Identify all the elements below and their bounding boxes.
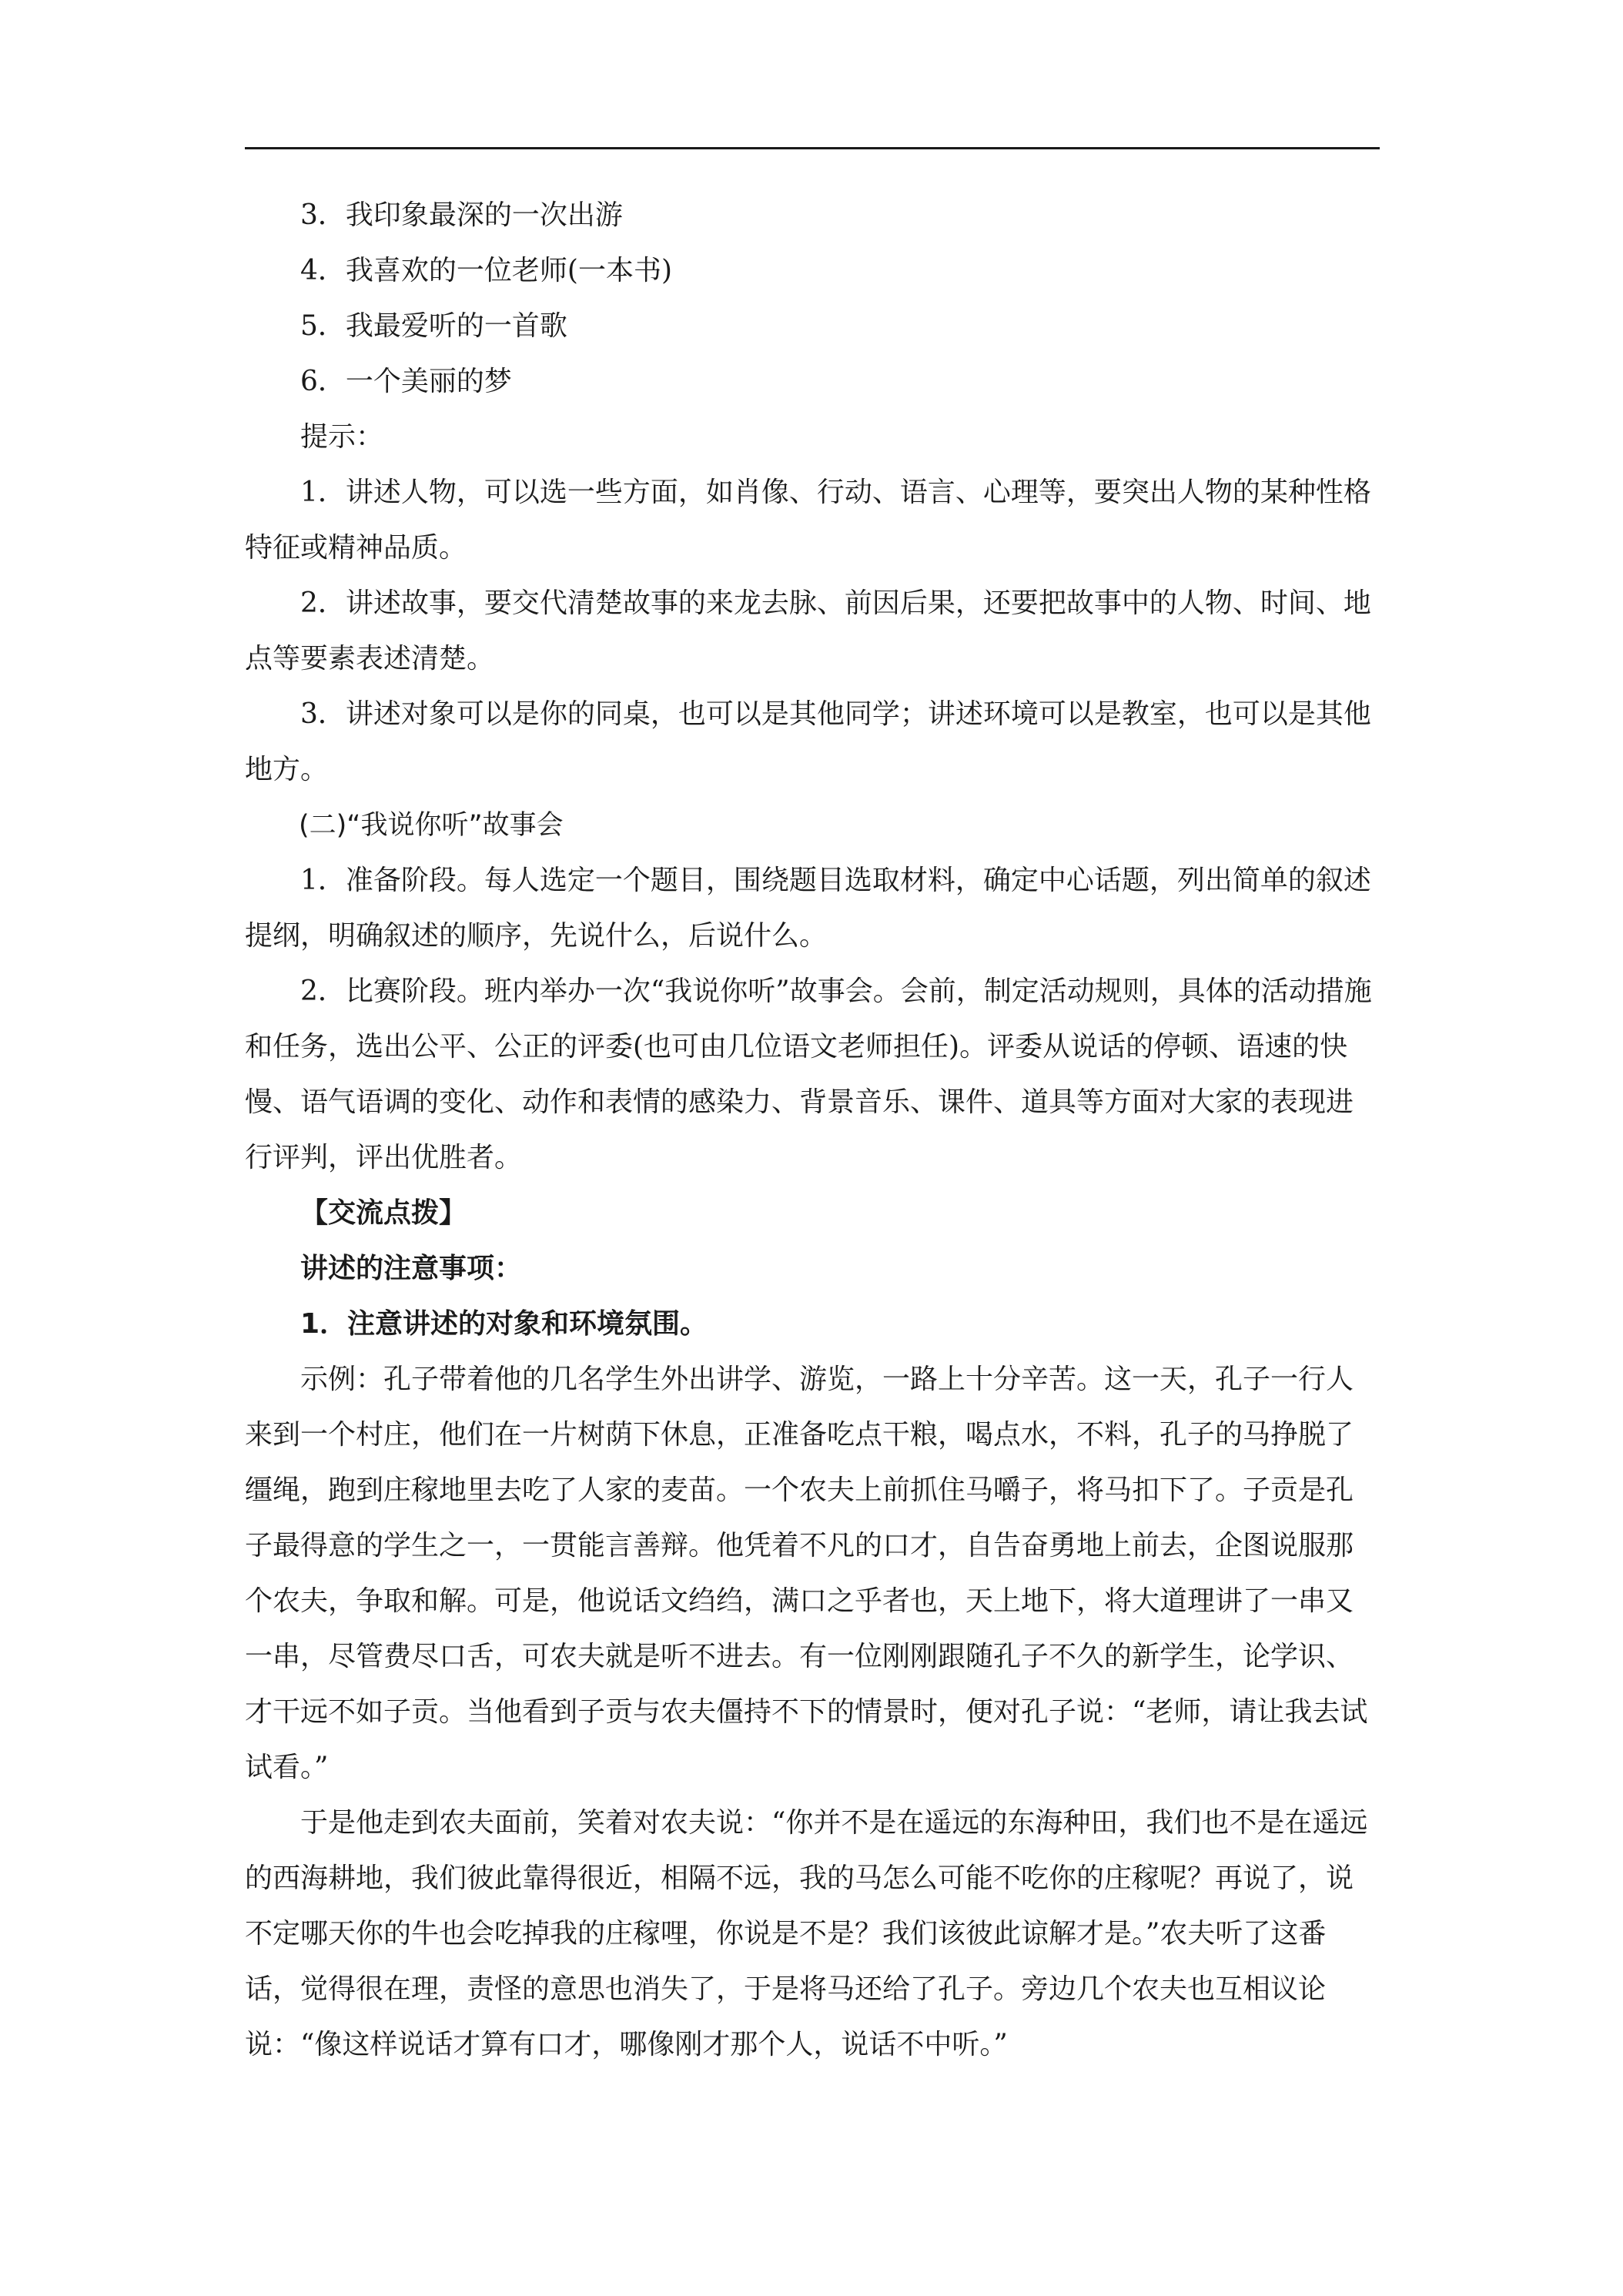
exchange-heading: 【交流点拨】 (300, 1197, 467, 1229)
tip-item: 3．讲述对象可以是你的同桌，也可以是其他同学；讲述环境可以是教室，也可以是其他地方。 (245, 698, 1371, 785)
tips-heading: 提示： (300, 421, 384, 453)
section-heading: (二)“我说你听”故事会 (299, 810, 564, 841)
tip-item: 1．讲述人物，可以选一些方面，如肖像、行动、语言、心理等，要突出人物的某种性格特征或精神品质。 (245, 477, 1371, 564)
topic-item: 6．一个美丽的梦 (300, 366, 512, 397)
example-paragraph: 示例：孔子带着他的几名学生外出讲学、游览，一路上十分辛苦。这一天，孔子一行人来到一个村庄，他们在一片树荫下休息，正准备吃点干粮，喝点水，不料，孔子的马挣脱了缰绳，跑到庄稼地里去吃了人家的麦苗。一个农夫上前抓住马嚼子，将马扣下了。子贡是孔子最得意的学生之一，一贯能言善辩。他凭着不凡的口才，自告奋勇地上前去，企图说服那个农夫，争取和解。可是，他说话文绉绉，满口之乎者也，天上地下，将大道理讲了一串又一串，尽管费尽口舌，可农夫就是听不进去。有一位刚刚跟随孔子不久的新学生，论学识、才干远不如子贡。当他看到子贡与农夫僵持不下的情景时，便对孔子说：“老师，请让我去试试看。” (245, 1364, 1368, 1783)
section-item: 2．比赛阶段。班内举办一次“我说你听”故事会。会前，制定活动规则，具体的活动措施和任务，选出公平、公正的评委(也可由几位语文老师担任)。评委从说话的停顿、语速的快慢、语气语调的变化、动作和表情的感染力、背景音乐、课件、道具等方面对大家的表现进行评判，评出优胜者。 (245, 976, 1372, 1173)
section-item: 1．准备阶段。每人选定一个题目，围绕题目选取材料，确定中心话题，列出简单的叙述提纲，明确叙述的顺序，先说什么，后说什么。 (245, 865, 1371, 952)
tip-item: 2．讲述故事，要交代清楚故事的来龙去脉、前因后果，还要把故事中的人物、时间、地点等要素表述清楚。 (245, 587, 1371, 674)
exchange-point: 1．注意讲述的对象和环境氛围。 (300, 1308, 708, 1340)
header-rule (245, 147, 1380, 149)
document-body (245, 188, 1380, 2073)
exchange-subheading: 讲述的注意事项： (300, 1253, 523, 1284)
example-paragraph: 于是他走到农夫面前，笑着对农夫说：“你并不是在遥远的东海种田，我们也不是在遥远的西海耕地，我们彼此靠得很近，相隔不远，我的马怎么可能不吃你的庄稼呢？再说了，说不定哪天你的牛也会吃掉我的庄稼哩，你说是不是？我们该彼此谅解才是。”农夫听了这番话，觉得很在理，责怪的意思也消失了，于是将马还给了孔子。旁边几个农夫也互相议论说：“像这样说话才算有口才，哪像刚才那个人，说话不中听。” (245, 1807, 1368, 2060)
topic-item: 4．我喜欢的一位老师(一本书) (300, 255, 672, 286)
topic-item: 3．我印象最深的一次出游 (300, 199, 623, 231)
topic-item: 5．我最爱听的一首歌 (300, 310, 567, 342)
